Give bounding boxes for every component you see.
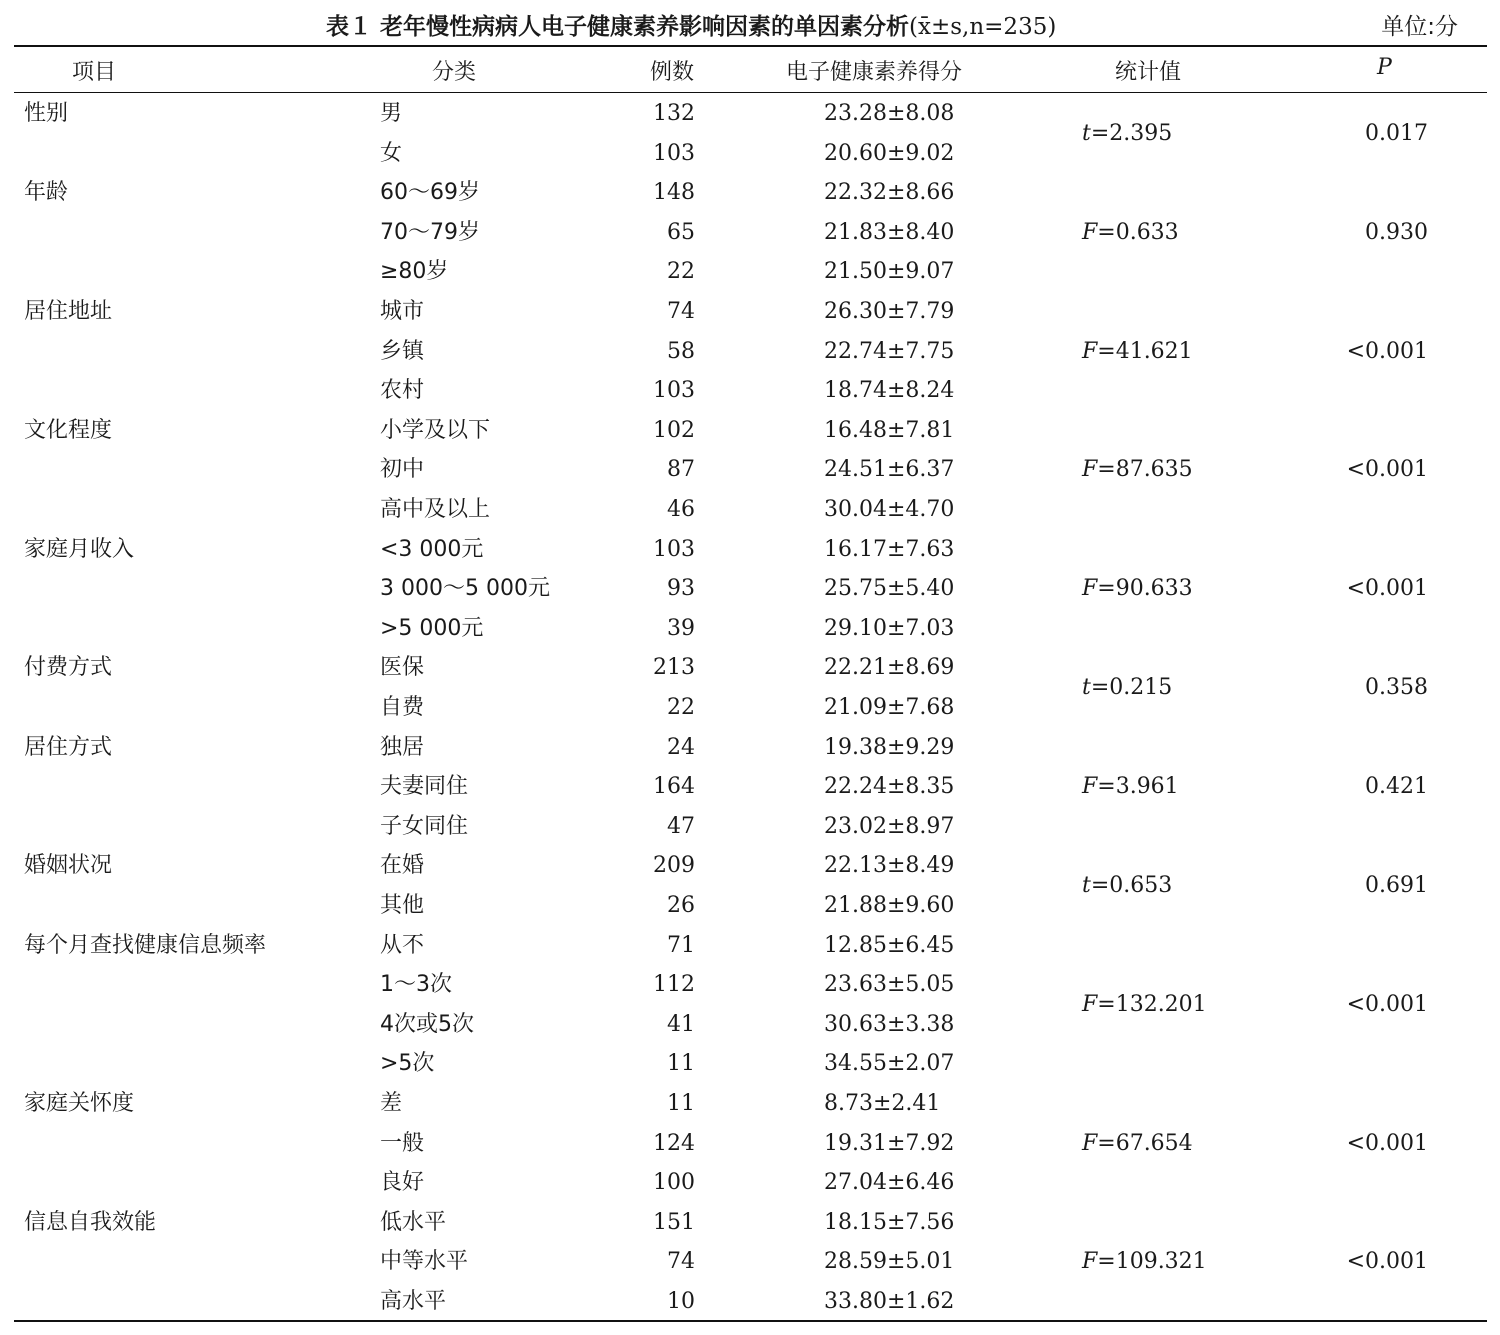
statistic-value: =0.633	[1097, 219, 1179, 245]
table-unit: 单位:分	[1381, 14, 1458, 40]
statistic-value: =0.215	[1090, 675, 1173, 701]
count-cell: 22	[667, 695, 695, 720]
group-item-label: 每个月查找健康信息频率	[24, 932, 267, 958]
statistic-cell	[1082, 991, 1207, 1019]
statistic-cell	[1082, 1130, 1193, 1158]
count-cell: 74	[667, 299, 695, 324]
statistic-cell	[1082, 575, 1193, 603]
group-item-label: 家庭关怀度	[24, 1091, 135, 1116]
category-cell: 夫妻同住	[380, 774, 469, 800]
category-cell: 60～69岁	[380, 180, 480, 206]
group-item-label: 文化程度	[24, 417, 113, 443]
score-cell: 19.31±7.92	[824, 1130, 955, 1156]
header-count: 例数	[650, 60, 695, 85]
count-cell: 74	[667, 1249, 695, 1275]
statistic-cell	[1082, 773, 1179, 801]
statistic-symbol: t	[1082, 120, 1091, 146]
statistic-symbol: F	[1082, 774, 1098, 800]
statistic-symbol: F	[1082, 1249, 1098, 1275]
category-cell: <3 000元	[380, 536, 484, 562]
count-cell: 22	[667, 259, 695, 285]
p-value-cell: 0.930	[1365, 219, 1428, 245]
header-item: 项目	[72, 60, 117, 85]
table-title	[0, 8, 1500, 44]
group-item-label: 家庭月收入	[24, 536, 135, 562]
category-cell: 4次或5次	[380, 1011, 474, 1037]
score-cell: 30.04±4.70	[824, 497, 955, 522]
count-cell: 58	[667, 338, 695, 364]
statistic-symbol: F	[1082, 576, 1098, 602]
count-cell: 112	[653, 972, 695, 998]
group-item-label: 信息自我效能	[24, 1209, 157, 1235]
score-cell: 30.63±3.38	[824, 1011, 955, 1037]
count-cell: 209	[653, 853, 695, 879]
count-cell: 103	[653, 536, 695, 562]
statistic-value: =132.201	[1097, 992, 1207, 1017]
statistic-value: =0.653	[1090, 873, 1173, 899]
score-cell: 22.21±8.69	[824, 655, 955, 681]
count-cell: 41	[667, 1011, 695, 1037]
statistic-value: =109.321	[1097, 1249, 1207, 1275]
count-cell: 10	[667, 1289, 695, 1314]
category-cell: 在婚	[380, 853, 425, 879]
category-cell: 乡镇	[380, 338, 425, 364]
category-cell: 独居	[380, 734, 425, 760]
statistic-symbol: F	[1082, 338, 1098, 364]
category-cell: 城市	[380, 299, 425, 324]
bottom-rule	[14, 1320, 1487, 1322]
category-cell: 中等水平	[380, 1249, 469, 1275]
category-cell: 1～3次	[380, 972, 452, 998]
header-score: 电子健康素养得分	[786, 60, 963, 85]
statistic-cell	[1082, 120, 1172, 148]
score-cell: 26.30±7.79	[824, 299, 955, 324]
score-cell: 34.55±2.07	[824, 1051, 955, 1077]
category-cell: 高中及以上	[380, 497, 491, 522]
category-cell: 女	[380, 140, 403, 166]
category-cell: 高水平	[380, 1289, 447, 1314]
count-cell: 124	[653, 1130, 695, 1156]
count-cell: 11	[667, 1051, 695, 1077]
count-cell: 65	[667, 219, 695, 245]
score-cell: 23.63±5.05	[824, 972, 955, 998]
count-cell: 102	[653, 417, 695, 443]
p-value-cell: <0.001	[1346, 576, 1428, 602]
p-value-cell: <0.001	[1346, 457, 1428, 483]
statistic-value: =67.654	[1097, 1130, 1193, 1156]
table-caption	[326, 8, 1056, 41]
count-cell: 47	[667, 813, 695, 839]
score-cell: 25.75±5.40	[824, 576, 955, 602]
top-rule	[14, 45, 1487, 47]
group-item-label: 居住方式	[24, 734, 113, 760]
count-cell: 93	[667, 576, 695, 602]
statistic-symbol: t	[1082, 873, 1091, 899]
score-cell: 12.85±6.45	[824, 932, 955, 958]
score-cell: 19.38±9.29	[824, 734, 955, 760]
group-item-label: 婚姻状况	[24, 853, 113, 879]
p-value-cell: 0.421	[1365, 774, 1428, 800]
category-cell: >5 000元	[380, 615, 484, 641]
group-item-label: 付费方式	[24, 655, 113, 681]
category-cell: 小学及以下	[380, 417, 491, 443]
score-cell: 27.04±6.46	[824, 1170, 955, 1196]
header-p: P	[1377, 55, 1392, 80]
p-value-cell: <0.001	[1346, 1249, 1428, 1275]
group-item-label: 性别	[24, 101, 69, 126]
count-cell: 103	[653, 378, 695, 404]
score-cell: 22.32±8.66	[824, 180, 955, 206]
count-cell: 100	[653, 1170, 695, 1196]
statistic-symbol: F	[1082, 992, 1098, 1017]
count-cell: 87	[667, 457, 695, 483]
statistic-value: =90.633	[1097, 576, 1193, 602]
score-cell: 22.13±8.49	[824, 853, 955, 879]
caption-formula: (x̄±s,n=235)	[909, 14, 1057, 40]
category-cell: >5次	[380, 1051, 435, 1077]
score-cell: 20.60±9.02	[824, 140, 955, 166]
score-cell: 21.09±7.68	[824, 695, 955, 720]
header-statistic: 统计值	[1115, 60, 1182, 85]
score-cell: 8.73±2.41	[824, 1091, 941, 1116]
category-cell: 农村	[380, 378, 425, 404]
category-cell: 初中	[380, 457, 425, 483]
score-cell: 29.10±7.03	[824, 615, 955, 641]
statistic-value: =41.621	[1097, 338, 1193, 364]
header-category: 分类	[432, 60, 477, 85]
category-cell: 男	[380, 101, 403, 126]
count-cell: 11	[667, 1091, 695, 1116]
statistic-symbol: F	[1082, 219, 1098, 245]
category-cell: 良好	[380, 1170, 425, 1196]
category-cell: 一般	[380, 1130, 425, 1156]
score-cell: 18.15±7.56	[824, 1209, 955, 1235]
caption-text: 表１ 老年慢性病病人电子健康素养影响因素的单因素分析	[326, 14, 910, 40]
count-cell: 26	[667, 893, 695, 918]
count-cell: 132	[653, 101, 695, 126]
count-cell: 148	[653, 180, 695, 206]
score-cell: 24.51±6.37	[824, 457, 955, 483]
statistic-cell	[1082, 338, 1193, 366]
header-rule	[14, 92, 1487, 93]
statistic-cell	[1082, 1248, 1207, 1276]
score-cell: 18.74±8.24	[824, 378, 955, 404]
category-cell: ≥80岁	[380, 259, 449, 285]
statistic-cell	[1082, 456, 1193, 484]
count-cell: 103	[653, 140, 695, 166]
statistic-value: =2.395	[1090, 120, 1173, 146]
group-item-label: 年龄	[24, 180, 69, 206]
category-cell: 差	[380, 1091, 403, 1116]
category-cell: 子女同住	[380, 813, 469, 839]
score-cell: 21.88±9.60	[824, 893, 955, 918]
count-cell: 213	[653, 655, 695, 681]
category-cell: 3 000～5 000元	[380, 576, 550, 602]
score-cell: 23.02±8.97	[824, 813, 955, 839]
count-cell: 39	[667, 615, 695, 641]
statistic-cell	[1082, 674, 1172, 702]
count-cell: 164	[653, 774, 695, 800]
score-cell: 22.74±7.75	[824, 338, 955, 364]
score-cell: 21.50±9.07	[824, 259, 955, 285]
score-cell: 23.28±8.08	[824, 101, 955, 126]
statistic-value: =3.961	[1097, 774, 1179, 800]
score-cell: 21.83±8.40	[824, 219, 955, 245]
p-value-cell: <0.001	[1346, 992, 1428, 1017]
p-value-cell: 0.358	[1365, 675, 1428, 701]
p-value-cell: <0.001	[1346, 338, 1428, 364]
score-cell: 16.48±7.81	[824, 417, 955, 443]
count-cell: 71	[667, 932, 695, 958]
category-cell: 自费	[380, 695, 425, 720]
p-value-cell: 0.691	[1365, 873, 1428, 899]
statistic-symbol: t	[1082, 675, 1091, 701]
category-cell: 70～79岁	[380, 219, 480, 245]
p-value-cell: 0.017	[1365, 120, 1428, 146]
score-cell: 22.24±8.35	[824, 774, 955, 800]
count-cell: 46	[667, 497, 695, 522]
count-cell: 151	[653, 1209, 695, 1235]
statistic-cell	[1082, 872, 1172, 900]
p-value-cell: <0.001	[1346, 1130, 1428, 1156]
count-cell: 24	[667, 734, 695, 760]
category-cell: 低水平	[380, 1209, 447, 1235]
category-cell: 从不	[380, 932, 425, 958]
category-cell: 其他	[380, 893, 425, 918]
category-cell: 医保	[380, 655, 425, 681]
statistic-value: =87.635	[1097, 457, 1193, 483]
score-cell: 28.59±5.01	[824, 1249, 955, 1275]
group-item-label: 居住地址	[24, 299, 113, 324]
statistic-symbol: F	[1082, 1130, 1098, 1156]
statistic-cell	[1082, 219, 1179, 247]
statistic-symbol: F	[1082, 457, 1098, 483]
score-cell: 16.17±7.63	[824, 536, 955, 562]
score-cell: 33.80±1.62	[824, 1289, 955, 1314]
